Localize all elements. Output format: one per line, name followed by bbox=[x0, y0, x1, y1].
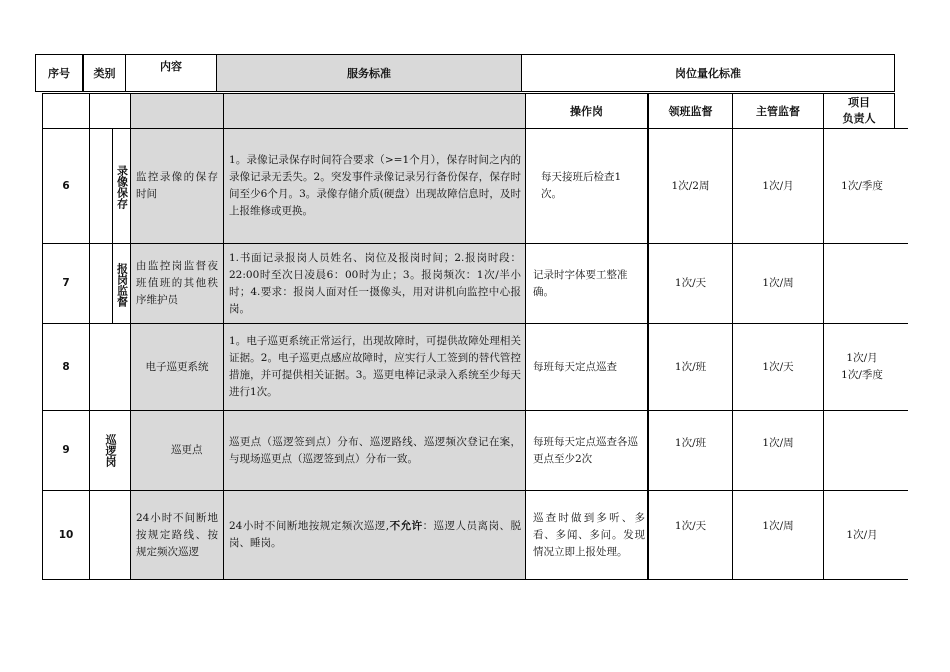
row-8-owner-line2: 1次/季度 bbox=[841, 369, 883, 381]
row-7-chief: 1次/周 bbox=[762, 277, 794, 289]
row-10-content: 24小时不间断地按规定路线、按规定频次巡逻 bbox=[136, 511, 218, 558]
row-8-owner-line1: 1次/月 bbox=[846, 352, 878, 364]
row-6-standard: 1。录像记录保存时间符合要求（>=1个月），保存时间之内的录像记录无丢失。2。突发事件录像记录另行备份保存，保存时间至少6个月。3。录像存储介质(硬盘）出现故障信息时，及时上报维修或更换。 bbox=[229, 154, 521, 217]
row-10-standard bbox=[229, 491, 521, 579]
standard-subheader-bg bbox=[223, 93, 525, 128]
row-8-standard: 1。电子巡更系统正常运行，出现故障时，可提供故障处理相关证据。2。电子巡更点感应故障时，应实行人工签到的替代管控措施，并可提供相关证据。3。巡更电棒记录录入系统至少每天进行1次。 bbox=[229, 335, 521, 398]
row-6-operator: 每天接班后检查1次。 bbox=[541, 171, 622, 200]
header-project-owner bbox=[824, 94, 894, 128]
row-8-operator: 每班每天定点巡查 bbox=[533, 360, 617, 373]
header-operator: 操作岗 bbox=[570, 105, 603, 118]
row-7-category: 报岗监督 bbox=[115, 263, 129, 307]
row-10-chief: 1次/周 bbox=[762, 519, 794, 532]
row-7-shift: 1次/天 bbox=[674, 277, 707, 289]
row-9-seq: 9 bbox=[62, 444, 70, 456]
row-6-chief: 1次/月 bbox=[762, 179, 794, 192]
row-6-category: 录像保存 bbox=[115, 165, 129, 209]
row-10-standard-pre: 24小时不间断地按规定频次巡逻, bbox=[229, 520, 390, 532]
row-8-content: 电子巡更系统 bbox=[145, 360, 209, 373]
row-7-operator: 记录时字体要工整准确。 bbox=[533, 268, 628, 298]
row-9-operator: 每班每天定点巡查各巡更点至少2次 bbox=[533, 435, 638, 465]
header-project-owner-line1: 项目 bbox=[848, 96, 870, 109]
row-9-standard: 巡更点（巡逻签到点）分布、巡逻路线、巡逻频次登记在案，与现场巡更点（巡逻签到点）分布一致。 bbox=[229, 435, 521, 465]
header-shift-supervisor: 领班监督 bbox=[668, 105, 713, 118]
row-10-standard-post: ：巡逻人员离岗、脱岗、睡岗。 bbox=[229, 520, 521, 549]
row-8-chief: 1次/天 bbox=[762, 360, 794, 373]
row-9-content: 巡更点 bbox=[171, 444, 203, 456]
header-quant-standard: 岗位量化标准 bbox=[675, 67, 741, 80]
row-6-owner: 1次/季度 bbox=[841, 179, 883, 192]
row-9-shift: 1次/班 bbox=[674, 436, 707, 449]
header-project-owner-line2: 负责人 bbox=[842, 112, 876, 125]
group-label-patrol: 巡逻岗 bbox=[104, 433, 117, 467]
row-10-shift: 1次/天 bbox=[674, 519, 707, 532]
header-chief-supervisor: 主管监督 bbox=[756, 105, 800, 118]
row-7-seq: 7 bbox=[62, 277, 70, 289]
row-10-operator: 巡查时做到多听、多看、多闻、多问。发现情况立即上报处理。 bbox=[533, 511, 645, 558]
header-category: 类别 bbox=[93, 67, 116, 80]
row-9-chief: 1次/周 bbox=[762, 436, 794, 449]
row-8-seq: 8 bbox=[62, 360, 70, 373]
header-content: 内容 bbox=[160, 60, 182, 73]
content-subheader-bg bbox=[130, 93, 223, 128]
row-10-standard-bold: 不允许 bbox=[389, 520, 423, 532]
row-8-owner bbox=[824, 324, 900, 410]
row-6-shift: 1次/2周 bbox=[671, 179, 710, 192]
row-6-content: 监控录像的保存时间 bbox=[136, 171, 218, 200]
header-seq: 序号 bbox=[48, 67, 70, 80]
row-6-seq: 6 bbox=[62, 179, 70, 192]
row-10-owner: 1次/月 bbox=[846, 528, 878, 541]
row-8-shift: 1次/班 bbox=[674, 360, 707, 373]
row-7-standard: 1.书面记录报岗人员姓名、岗位及报岗时间；2.报岗时段：22:00时至次日凌晨6：00时为止；3。报岗频次：1次/半小时；4.要求：报岗人面对任一摄像头，用对讲机向监控中心报岗。 bbox=[229, 251, 521, 315]
row-7-content: 由监控岗监督夜班值班的其他秩序维护员 bbox=[136, 260, 218, 306]
header-service-standard: 服务标准 bbox=[347, 67, 391, 80]
row-10-seq: 10 bbox=[58, 528, 74, 541]
